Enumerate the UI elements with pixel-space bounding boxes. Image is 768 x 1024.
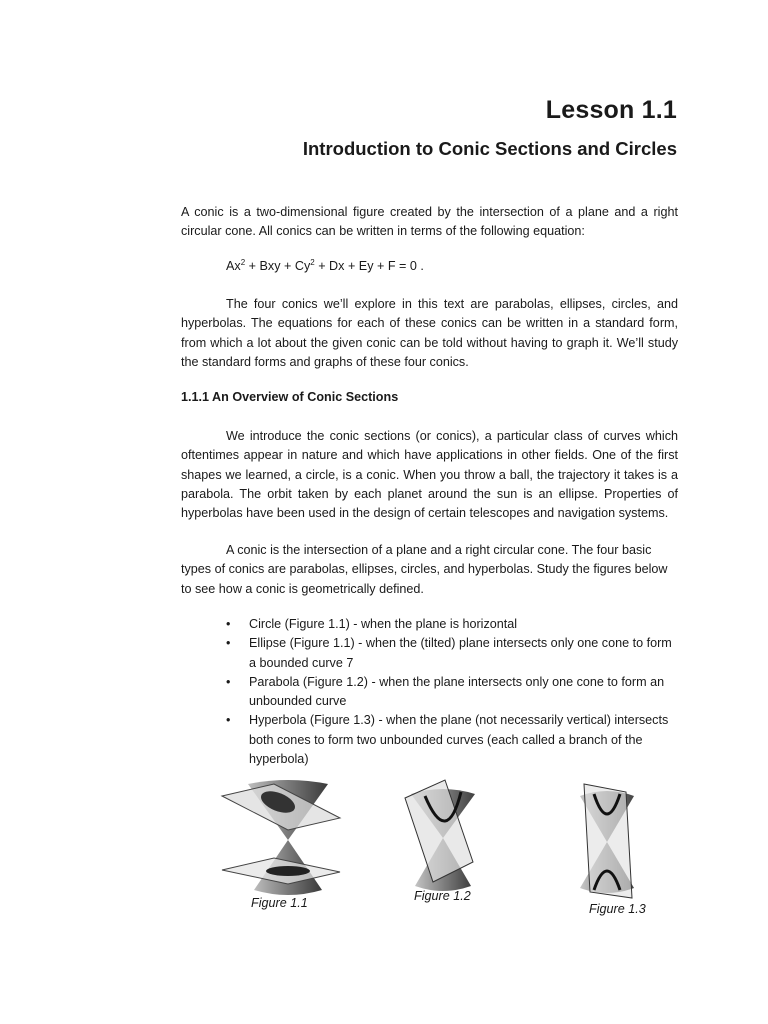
equation-term-3: + Dx + Ey + F = 0 . <box>314 259 424 273</box>
overview-paragraph: We introduce the conic sections (or conics), a particular class of curves which oftentimes appear in nature and which have applications in other fields. One of the first shapes we learned, a circle, is a conic. When you throw a ball, the trajectory it takes is a parabola. The orbit taken by each planet around the sun is an ellipse. Properties of hyperbolas have been used in the design of certain telescopes and navigation systems. <box>181 429 678 521</box>
list-item-text: Parabola (Figure 1.2) - when the plane intersects only one cone to form an unbounded curve <box>249 674 665 709</box>
list-item-hyperbola <box>226 711 681 769</box>
intro-paragraph: A conic is a two-dimensional figure created by the intersection of a plane and a right circular cone. All conics can be written in terms of the following equation: <box>181 205 678 239</box>
list-item-text: Hyperbola (Figure 1.3) - when the plane (not necessarily vertical) intersects both cones to form two unbounded curves (each called a branch of the hyperbola) <box>249 713 669 767</box>
bullet-dot: • <box>226 674 231 689</box>
bullet-dot: • <box>226 713 231 728</box>
circle-section <box>266 866 310 876</box>
figure-hyperbola-illustration <box>576 782 638 900</box>
list-item-ellipse <box>226 634 681 673</box>
lesson-title: Introduction to Conic Sections and Circles <box>302 138 677 159</box>
list-item-text: Circle (Figure 1.1) - when the plane is horizontal <box>249 617 518 631</box>
bullet-dot: • <box>226 617 231 631</box>
definition-paragraph: A conic is the intersection of a plane and a right circular cone. The four basic types of conics are parabolas, ellipses, circles, and hyperbolas. Study the figures below to see how a conic is geometrically defined. <box>181 543 668 596</box>
list-item-parabola <box>226 673 681 712</box>
equation-exponent-2: 2 <box>310 258 315 267</box>
figure-1-3-caption: Figure 1.3 <box>589 902 646 916</box>
equation-term-2: + Bxy + Cy <box>245 259 311 273</box>
vertical-plane <box>584 784 632 898</box>
section-heading: 1.1.1 An Overview of Conic Sections <box>181 390 399 404</box>
conic-equation <box>226 258 424 273</box>
equation-term-1: Ax <box>226 259 241 273</box>
equation-exponent-1: 2 <box>240 258 246 267</box>
figure-1-1-caption: Figure 1.1 <box>251 896 308 910</box>
figure-circle-ellipse-illustration <box>218 778 344 898</box>
lesson-number: Lesson 1.1 <box>545 96 677 124</box>
figure-1-2-caption <box>414 889 471 905</box>
bullet-dot: • <box>226 636 231 651</box>
conic-types-list <box>226 615 681 769</box>
list-item-text: Ellipse (Figure 1.1) - when the (tilted) plane intersects only one cone to form a bounded curve 7 <box>249 636 672 670</box>
list-item-circle <box>226 615 681 634</box>
figure-1-2-caption-text: Figure 1.2 <box>414 889 471 903</box>
figure-parabola-illustration <box>403 778 475 896</box>
four-conics-paragraph: The four conics we’ll explore in this text are parabolas, ellipses, circles, and hyperbolas. The equations for each of these conics can be written in a standard form, from which a lot about the given conic can be told without having to graph it. We’ll study the standard forms and graphs of these four conics. <box>181 297 678 369</box>
